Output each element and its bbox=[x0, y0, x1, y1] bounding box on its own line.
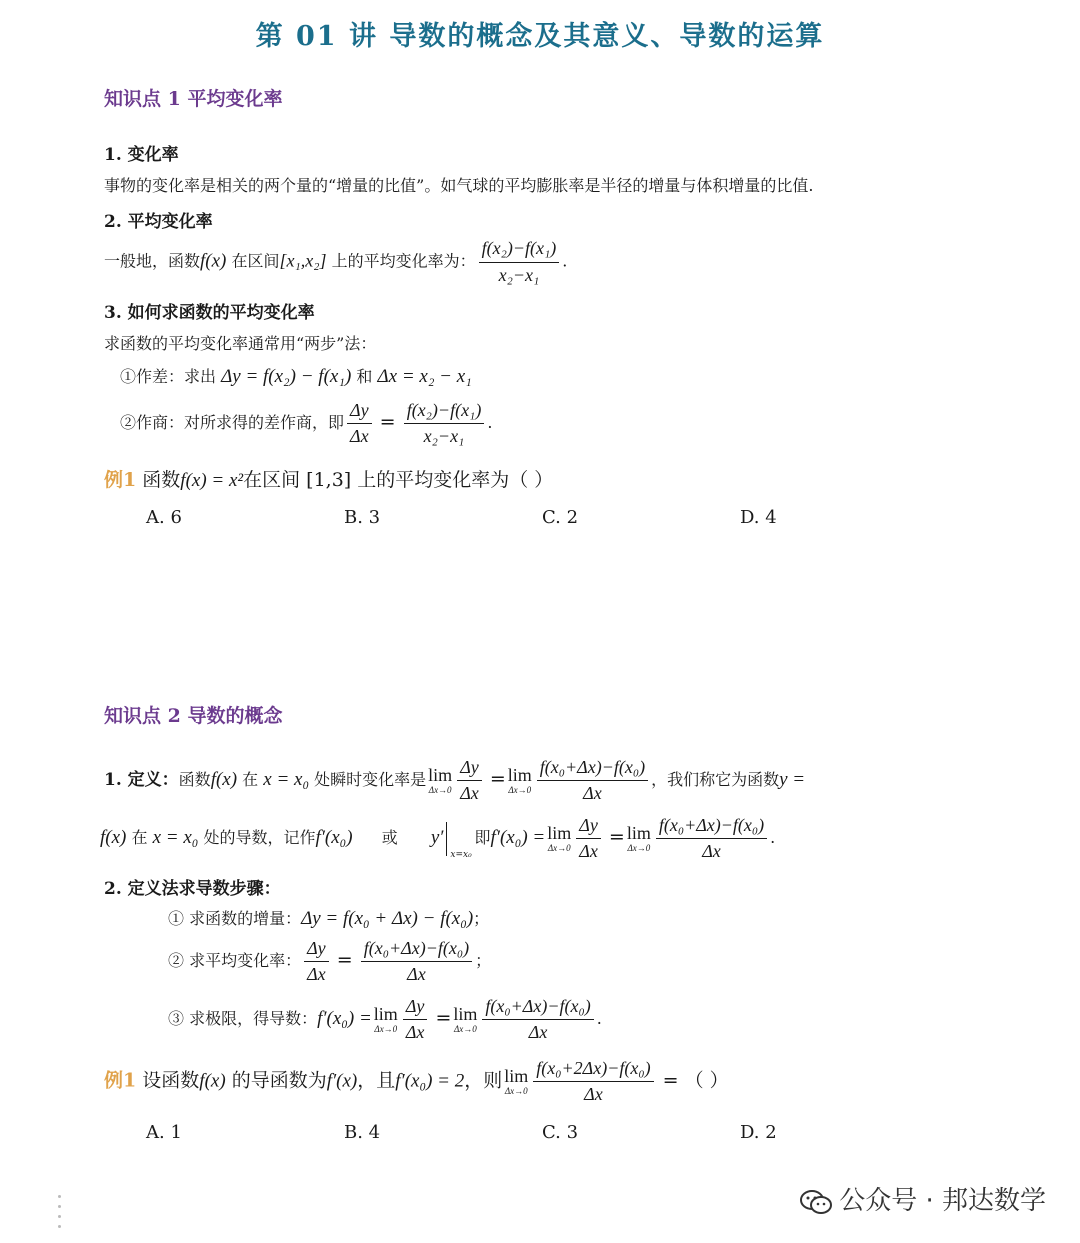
numerator: f(x₂)−f(x₁) bbox=[404, 400, 485, 424]
example-label: 例1 bbox=[104, 469, 137, 491]
math: x = x₀ bbox=[263, 769, 310, 790]
numerator: Δy bbox=[347, 400, 372, 424]
text: ，且 bbox=[357, 1069, 396, 1092]
lim-sub: Δx→0 bbox=[428, 785, 452, 795]
lim-word: lim bbox=[547, 823, 572, 843]
math: x = x₀ bbox=[152, 827, 199, 848]
text: 在区间 bbox=[231, 251, 280, 271]
math: f(x) bbox=[100, 827, 127, 848]
s1-item2-line: 一般地，函数f(x) 在区间[x₁,x₂] 上的平均变化率为： $\frac{\text{f(x₂)−f(x₁)}}{\text{x₂−x₁}}$ . bbox=[104, 238, 568, 285]
numerator: Δy bbox=[304, 938, 329, 962]
text: ，则 bbox=[464, 1069, 503, 1092]
wechat-icon bbox=[799, 1188, 833, 1216]
text: 在 bbox=[131, 828, 148, 847]
lim-sub: Δx→0 bbox=[454, 1024, 477, 1034]
limit bbox=[547, 824, 571, 853]
s2-example bbox=[104, 1058, 729, 1105]
math: Δy = f(x₂) − f(x₁) bbox=[221, 366, 352, 387]
numerator: f(x₀+2Δx)−f(x₀) bbox=[533, 1058, 653, 1082]
lim-word: lim bbox=[626, 823, 651, 843]
s1-option-c: C. 2 bbox=[542, 507, 579, 528]
text: 在区间 [1,3] 上的平均变化率为（ ） bbox=[243, 469, 554, 491]
denominator: Δx bbox=[307, 964, 326, 984]
numerator: f(x₀+Δx)−f(x₀) bbox=[482, 996, 593, 1020]
text: 上的平均变化率为： bbox=[331, 251, 476, 271]
text: ②作商：对所求得的差作商，即 bbox=[120, 413, 345, 432]
denominator: Δx bbox=[407, 964, 426, 984]
text: 设函数 bbox=[142, 1069, 200, 1092]
limit bbox=[627, 824, 651, 853]
text: 1. 定义： bbox=[104, 770, 179, 790]
s1-item1-text: 事物的变化率是相关的两个量的“增量的比值”。如气球的平均膨胀率是半径的增量与体积增量的比值. bbox=[104, 176, 814, 195]
limit bbox=[453, 1005, 477, 1034]
lim-sub: Δx→0 bbox=[627, 843, 651, 853]
s2-step1: ① 求函数的增量：Δy = f(x₀ + Δx) − f(x₀)； bbox=[168, 908, 490, 929]
limit bbox=[504, 1067, 528, 1096]
s1-item3-heading: 3. 如何求函数的平均变化率 bbox=[104, 303, 315, 323]
denominator: Δx bbox=[584, 1084, 603, 1104]
lim-word: lim bbox=[453, 1004, 478, 1024]
text: 函数 bbox=[142, 469, 181, 491]
fraction bbox=[361, 938, 472, 985]
s1-item2-heading: 2. 平均变化率 bbox=[104, 212, 213, 232]
text: 函数 bbox=[178, 770, 211, 789]
s1-example bbox=[104, 465, 553, 492]
text: ③ 求极限，得导数： bbox=[168, 1009, 318, 1028]
numerator: Δy bbox=[457, 757, 482, 781]
evaluation-bar bbox=[446, 822, 472, 860]
denominator: Δx bbox=[460, 783, 479, 803]
math: Δy = f(x₀ + Δx) − f(x₀) bbox=[301, 908, 474, 929]
denominator: x₂−x₁ bbox=[423, 426, 465, 446]
s1-item3-text: 求函数的平均变化率通常用“两步”法： bbox=[104, 334, 377, 353]
text: ① 求函数的增量： bbox=[168, 909, 302, 928]
s1-option-b: B. 3 bbox=[344, 507, 381, 528]
text: ①作差：求出 bbox=[120, 367, 217, 386]
lim-word: lim bbox=[428, 765, 453, 785]
fraction bbox=[656, 815, 767, 862]
text: 即 bbox=[474, 828, 491, 847]
text: 处瞬时变化率是 bbox=[314, 770, 427, 789]
numerator: Δy bbox=[576, 815, 601, 839]
s1-option-d: D. 4 bbox=[740, 507, 777, 528]
math: y′ bbox=[430, 827, 444, 848]
numerator: Δy bbox=[403, 996, 428, 1020]
numerator: f(x₂)−f(x₁) bbox=[479, 238, 560, 263]
limit bbox=[374, 1005, 398, 1034]
math: f(x) bbox=[210, 769, 238, 790]
text: 的导函数为 bbox=[231, 1069, 327, 1092]
denominator: x₂−x₁ bbox=[498, 264, 540, 285]
math: y = bbox=[779, 769, 806, 790]
watermark-text: 公众号 · 邦达数学 bbox=[839, 1186, 1046, 1216]
text: 在 bbox=[242, 770, 259, 789]
s2-definition-line2: f(x) 在 x = x₀ 处的导数，记作f′(x₀) 或 y′ x=x₀ 即f′(x₀) = lim Δx→0 $\frac{\Delta y}{\Delta x}$ = lim Δx→0 $\frac{\text{f(x₀+Δx)−f(x₀)}}{\Delta x}$ . bbox=[100, 815, 776, 861]
denominator: Δx bbox=[405, 1022, 425, 1042]
text: 处的导数，记作 bbox=[203, 828, 316, 847]
fraction bbox=[482, 996, 593, 1043]
margin-dots bbox=[58, 1195, 62, 1235]
text: ，我们称它为函数 bbox=[651, 770, 780, 789]
math: f′(x₀) = bbox=[317, 1008, 372, 1029]
lim-word: lim bbox=[373, 1004, 398, 1024]
lim-sub: Δx→0 bbox=[504, 1086, 528, 1096]
section-2-heading: 知识点 2 导数的概念 bbox=[104, 705, 283, 727]
math: f(x) bbox=[199, 1070, 226, 1092]
watermark bbox=[799, 1180, 1046, 1217]
lim-sub: Δx→0 bbox=[374, 1024, 398, 1034]
fraction bbox=[457, 757, 482, 804]
s2-step2: ② 求平均变化率： $\frac{\Delta y}{\Delta x}$ = $\frac{\text{f(x₀+Δx)−f(x₀)}}{\Delta x}$ ； bbox=[168, 938, 492, 984]
math: f(x) = x² bbox=[180, 470, 244, 491]
fraction bbox=[347, 400, 372, 447]
s2-option-d: D. 2 bbox=[740, 1122, 777, 1143]
lim-word: lim bbox=[504, 1066, 529, 1086]
fraction bbox=[304, 938, 329, 985]
denominator: Δx bbox=[528, 1022, 548, 1042]
math: f′(x) bbox=[326, 1070, 358, 1092]
math: f(x) bbox=[200, 250, 227, 272]
s2-definition-line1: 1. 定义：函数f(x) 在 x = x₀ 处瞬时变化率是 lim Δx→0 $\frac{\Delta y}{\Delta x}$ = lim Δx→0 $\frac{\text{f(x₀+Δx)−f(x₀)}}{\Delta x}$ ，我们称它为函数y = bbox=[104, 757, 806, 803]
page-title: 第 01 讲 导数的概念及其意义、导数的运算 bbox=[255, 21, 825, 52]
s2-option-c: C. 3 bbox=[542, 1122, 579, 1143]
limit bbox=[428, 766, 452, 795]
text: = （ ） bbox=[662, 1069, 729, 1092]
math: f′(x₀) = bbox=[490, 827, 546, 848]
text: 或 bbox=[381, 828, 398, 847]
text: ② 求平均变化率： bbox=[168, 951, 302, 970]
denominator: Δx bbox=[579, 841, 598, 861]
fraction bbox=[479, 238, 560, 286]
example-label: 例1 bbox=[104, 1069, 137, 1092]
s1-item1-heading: 1. 变化率 bbox=[104, 145, 179, 165]
math: f′(x₀) = 2 bbox=[395, 1070, 465, 1092]
fraction bbox=[533, 1058, 653, 1105]
text: 一般地，函数 bbox=[104, 251, 201, 271]
fraction bbox=[403, 996, 428, 1043]
text: 和 bbox=[356, 367, 373, 386]
fraction bbox=[576, 815, 601, 862]
s1-step2: ②作商：对所求得的差作商，即 $\frac{\Delta y}{\Delta x}$ = $\frac{\text{f(x₂)−f(x₁)}}{\text{x₂−x₁}}$ . bbox=[120, 400, 493, 446]
lim-sub: Δx→0 bbox=[547, 843, 571, 853]
denominator: Δx bbox=[583, 783, 602, 803]
bar-sub: x=x₀ bbox=[450, 849, 472, 860]
lim-word: lim bbox=[507, 765, 532, 785]
denominator: Δx bbox=[702, 841, 721, 861]
fraction bbox=[537, 757, 648, 804]
section-1-heading: 知识点 1 平均变化率 bbox=[104, 88, 283, 110]
s2-steps-heading: 2. 定义法求导数步骤： bbox=[104, 879, 281, 899]
limit bbox=[508, 766, 532, 795]
math: Δx = x₂ − x₁ bbox=[377, 366, 472, 387]
s1-step1 bbox=[120, 364, 472, 388]
s2-step3: ③ 求极限，得导数：f′(x₀) = lim Δx→0 $\frac{\Delta y}{\Delta x}$ = lim Δx→0 $\frac{\text{f(x₀+Δx)−f(x₀)}}{\Delta x}$ . bbox=[168, 996, 602, 1042]
math: f′(x₀) bbox=[315, 827, 353, 848]
denominator: Δx bbox=[350, 426, 369, 446]
numerator: f(x₀+Δx)−f(x₀) bbox=[537, 757, 648, 781]
s2-option-b: B. 4 bbox=[344, 1122, 381, 1143]
numerator: f(x₀+Δx)−f(x₀) bbox=[361, 938, 472, 962]
lim-sub: Δx→0 bbox=[508, 785, 532, 795]
numerator: f(x₀+Δx)−f(x₀) bbox=[656, 815, 767, 839]
s2-option-a: A. 1 bbox=[146, 1122, 182, 1143]
s1-option-a: A. 6 bbox=[146, 507, 182, 528]
math: [x₁,x₂] bbox=[279, 250, 327, 271]
fraction bbox=[404, 400, 485, 447]
